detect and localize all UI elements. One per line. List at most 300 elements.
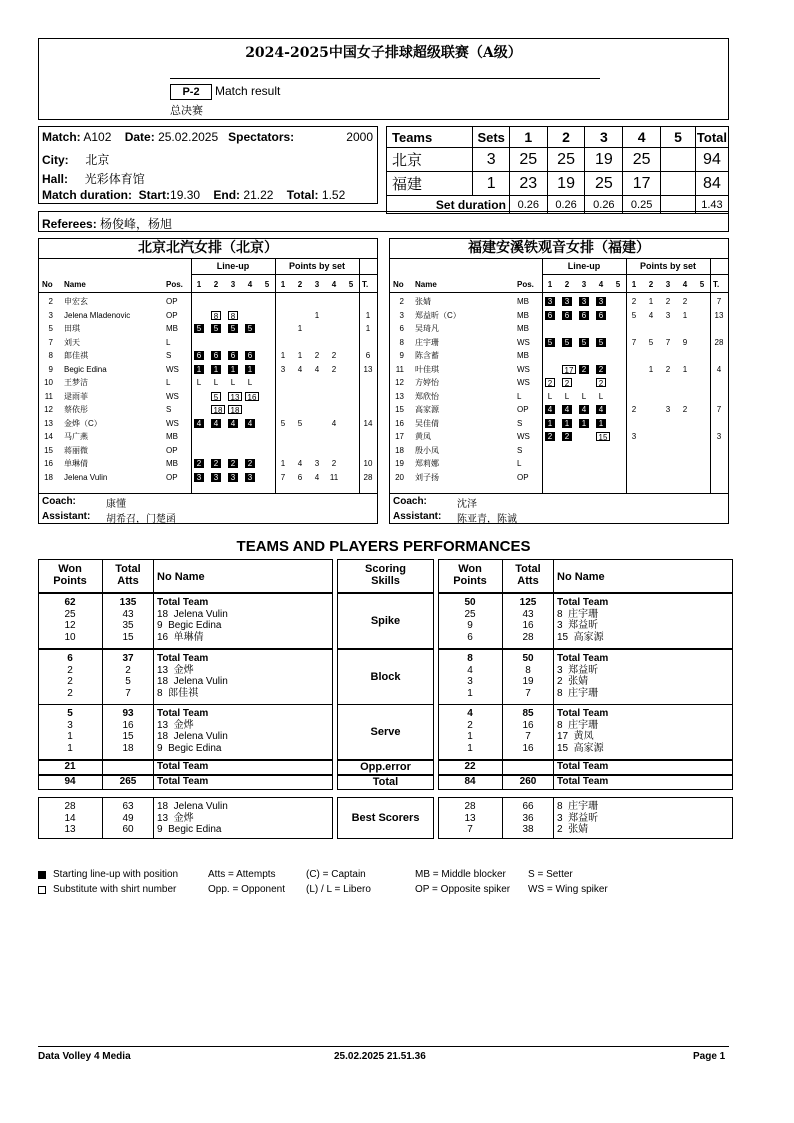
hall-label: Hall: (42, 172, 69, 186)
player-row (390, 417, 728, 431)
player-no: 7 (48, 337, 53, 347)
perf-name: 8 庄宇珊 (557, 608, 599, 620)
player-row (390, 349, 728, 363)
player-no: 9 (48, 364, 53, 374)
col-name: Name (64, 280, 86, 289)
lineup-cell: 4 (579, 405, 589, 414)
perf-h-won: Won Points (53, 563, 87, 587)
legend-item: WS = Wing spiker (528, 884, 608, 895)
player-name: Jelena Vulin (64, 472, 108, 482)
player-no: 17 (395, 432, 404, 441)
lineup-cell: 6 (211, 351, 221, 360)
player-pos: MB (517, 324, 529, 333)
perf-div (153, 649, 154, 705)
coach-rule (39, 493, 377, 494)
player-no: 19 (395, 459, 404, 468)
points-label: Points by set (639, 261, 696, 271)
player-no: 11 (44, 391, 53, 401)
points-cell: 3 (665, 405, 671, 414)
perf-div (553, 760, 554, 775)
perf-atts: 18 (122, 742, 134, 754)
points-cell: 5 (297, 418, 303, 428)
perf-div (553, 704, 554, 760)
score-team1: 北京 (387, 148, 473, 172)
lineup-cell: 3 (596, 297, 606, 306)
referees-label: Referees: (42, 217, 97, 231)
perf-atts: 8 (525, 664, 531, 676)
player-pos: MB (166, 432, 178, 441)
perf-name: 3 郑益昕 (557, 812, 599, 824)
score-h-5: 5 (661, 127, 696, 148)
header-box (38, 38, 729, 120)
perf-name: Total Team (157, 653, 209, 664)
perf-atts: 37 (122, 653, 134, 664)
player-total: 10 (363, 459, 373, 468)
player-name: 庄宇珊 (415, 337, 439, 347)
points-cell: 1 (648, 364, 654, 374)
lineup-cell: L (598, 391, 604, 401)
start-label: Start: (138, 188, 171, 202)
score-h-1: 1 (509, 127, 547, 148)
perf-skill: Total (372, 776, 399, 788)
perf-div (553, 649, 554, 705)
player-no: 14 (44, 432, 53, 441)
points-set-num: 5 (348, 280, 354, 289)
player-row (390, 390, 728, 404)
perf-div (153, 775, 154, 790)
score-box (386, 126, 729, 212)
perf-div (502, 593, 503, 649)
points-cell: 2 (682, 297, 688, 306)
lineup-cell: 5 (545, 338, 555, 347)
perf-skill: Serve (370, 726, 401, 738)
lineup-cell: 8 (211, 311, 221, 320)
lineup-cell: 6 (545, 311, 555, 320)
perf-name: Total Team (157, 708, 209, 719)
player-total: 13 (714, 310, 724, 320)
score-team2-total: 84 (695, 172, 728, 196)
player-name: 田琪 (64, 324, 80, 333)
duration-line (42, 188, 345, 202)
perf-name: 8 郎佳祺 (157, 687, 199, 699)
perf-atts: 50 (522, 653, 534, 664)
player-row (39, 403, 377, 417)
score-team2-s1: 23 (509, 172, 547, 196)
perf-atts: 85 (522, 708, 534, 719)
perf-atts: 49 (122, 812, 134, 824)
lineup-cell: 2 (228, 459, 238, 468)
player-name: 吴琦凡 (415, 324, 439, 333)
col-no: No (393, 280, 404, 289)
lineup-set-num: 4 (598, 280, 604, 289)
score-team1-sets: 3 (473, 148, 509, 172)
player-pos: WS (166, 418, 179, 428)
points-cell: 1 (280, 459, 286, 468)
perf-atts: 43 (522, 608, 534, 620)
lineup-set-num: 5 (615, 280, 621, 289)
player-no: 16 (395, 418, 404, 428)
lineup-cell: 2 (596, 365, 606, 374)
set-duration-3: 0.26 (585, 196, 623, 214)
perf-name: 18 Jelena Vulin (157, 676, 228, 687)
page-title: 2024-2025中国女子排球超级联赛（A级） (245, 45, 522, 61)
perf-hdr-div (502, 559, 503, 593)
player-name: 金烨（C） (64, 418, 102, 428)
player-no: 13 (44, 418, 53, 428)
lineup-set-num: 1 (547, 280, 553, 289)
perf-name: 13 金烨 (157, 664, 194, 676)
assistant: 陈亚青，陈诚 (457, 514, 517, 525)
team-panel-away (389, 238, 729, 524)
perf-area (38, 559, 733, 839)
lineup-cell: 2 (245, 459, 255, 468)
perf-won: 4 (467, 708, 473, 719)
perf-won: 1 (467, 731, 473, 742)
assistant-label: Assistant: (393, 511, 442, 522)
player-no: 3 (48, 310, 53, 320)
points-cell: 2 (331, 351, 337, 360)
score-team1-s4: 25 (623, 148, 661, 172)
lineup-cell: 1 (194, 365, 204, 374)
player-pos: WS (166, 364, 179, 374)
perf-name: Total Team (557, 653, 609, 664)
lineup-cell: 2 (596, 378, 606, 387)
perf-atts: 15 (122, 731, 134, 742)
lineup-set-num: 4 (247, 280, 253, 289)
perf-name: 9 Begic Edina (157, 742, 222, 754)
perf-h-won: Won Points (453, 563, 487, 587)
perf-div (153, 704, 154, 760)
player-pos: WS (166, 391, 179, 401)
coach-label: Coach: (42, 496, 76, 507)
perf-name: Total Team (557, 708, 609, 719)
points-cell: 3 (665, 310, 671, 320)
player-name: 张婧 (415, 297, 431, 306)
player-row (390, 309, 728, 323)
perf-atts: 43 (122, 608, 134, 620)
date-label: Date: (124, 130, 155, 144)
score-team2-s3: 25 (585, 172, 623, 196)
assistant: 胡希召，门楚函 (106, 514, 176, 525)
perf-atts: 7 (125, 687, 131, 699)
player-row (390, 471, 728, 485)
player-no: 15 (44, 445, 53, 455)
perf-won: 13 (464, 812, 476, 824)
perf-name: 18 Jelena Vulin (157, 731, 228, 742)
points-cell: 2 (331, 364, 337, 374)
coach: 沈泽 (457, 499, 477, 510)
perf-won: 5 (67, 708, 73, 719)
referees-names: 杨俊峰，杨旭 (100, 217, 173, 231)
player-total: 3 (716, 432, 722, 441)
points-set-num: 1 (631, 280, 637, 289)
perf-atts: 260 (519, 776, 537, 787)
perf-name: 16 单琳倩 (157, 631, 204, 643)
header-rule (390, 292, 728, 293)
footer-rule (38, 1046, 729, 1047)
points-cell: 2 (631, 405, 637, 414)
player-total: 14 (363, 418, 373, 428)
lineup-cell: 4 (596, 405, 606, 414)
player-pos: S (517, 445, 523, 455)
player-pos: OP (166, 297, 178, 306)
player-row (390, 295, 728, 309)
lineup-cell: L (213, 378, 219, 387)
player-pos: OP (166, 310, 178, 320)
perf-hdr-div (102, 559, 103, 593)
player-name: 申宏玄 (64, 297, 88, 306)
lineup-cell: 2 (562, 432, 572, 441)
perf-name: 15 高家源 (557, 631, 604, 643)
player-pos: L (517, 391, 522, 401)
player-pos: WS (517, 432, 530, 441)
perf-won: 12 (64, 620, 76, 631)
lineup-cell: 1 (562, 419, 572, 428)
lineup-cell: L (230, 378, 236, 387)
lineup-cell: 2 (579, 365, 589, 374)
perf-name: Total Team (157, 597, 209, 608)
lineup-cell: 18 (211, 405, 225, 414)
perf-atts: 28 (522, 631, 534, 643)
score-row-team1 (387, 148, 729, 172)
player-total: 6 (365, 351, 371, 360)
footer-left: Data Volley 4 Media (38, 1051, 131, 1062)
lineup-cell: 3 (228, 473, 238, 482)
player-no: 5 (48, 324, 53, 333)
lineup-cell: 5 (245, 324, 255, 333)
lineup-cell: 5 (194, 324, 204, 333)
team-name: 福建安溪铁观音女排（福建） (390, 240, 728, 259)
lineup-cell: 4 (545, 405, 555, 414)
player-no: 11 (395, 364, 404, 374)
points-cell: 4 (297, 459, 303, 468)
lineup-cell: 2 (545, 432, 555, 441)
player-name: 吴佳倩 (415, 418, 439, 428)
player-total: 28 (714, 337, 724, 347)
lineup-cell: 4 (194, 419, 204, 428)
lineup-cell: 16 (245, 392, 259, 401)
perf-name: 3 郑益昕 (557, 664, 599, 676)
lineup-cell: 5 (211, 324, 221, 333)
legend-item: Opp. = Opponent (208, 884, 286, 895)
player-name: 郑益昕（C） (415, 310, 461, 320)
score-h-total: Total (695, 127, 728, 148)
perf-won: 8 (467, 653, 473, 664)
points-cell: 2 (665, 364, 671, 374)
points-set-num: 4 (331, 280, 337, 289)
player-row (39, 430, 377, 444)
perf-won: 1 (467, 687, 473, 699)
perf-atts: 66 (522, 801, 534, 812)
points-cell: 5 (648, 337, 654, 347)
lineup-cell: 6 (228, 351, 238, 360)
lineup-label: Line-up (216, 261, 250, 271)
perf-won: 25 (464, 608, 476, 620)
lineup-cell: 8 (228, 311, 238, 320)
score-table (386, 126, 729, 214)
perf-won: 9 (467, 620, 473, 631)
legend-item: OP = Opposite spiker (415, 884, 511, 895)
player-row (39, 309, 377, 323)
legend-item: Substitute with shirt number (53, 884, 177, 895)
player-name: 叶佳琪 (415, 364, 439, 374)
points-cell: 5 (631, 310, 637, 320)
lineup-cell: 2 (545, 378, 555, 387)
perf-div (502, 649, 503, 705)
perf-atts: 19 (522, 676, 534, 687)
lineup-cell: 17 (562, 365, 576, 374)
perf-atts: 135 (119, 597, 137, 608)
player-row (390, 444, 728, 458)
perf-name: 13 金烨 (157, 812, 194, 824)
lineup-cell: 1 (579, 419, 589, 428)
lineup-cell: 3 (211, 473, 221, 482)
score-row-team2 (387, 172, 729, 196)
player-name: 郎佳祺 (64, 351, 88, 360)
player-no: 18 (44, 472, 53, 482)
perf-name: 9 Begic Edina (157, 620, 222, 631)
perf-name: 8 庄宇珊 (557, 687, 599, 699)
points-set-num: 3 (314, 280, 320, 289)
perf-won: 4 (467, 664, 473, 676)
legend-sub-square-icon (38, 886, 46, 894)
perf-h-noname: No Name (157, 571, 205, 583)
player-name: 郑欣怡 (415, 391, 439, 401)
perf-div (153, 760, 154, 775)
points-set-num: 2 (648, 280, 654, 289)
player-row (390, 403, 728, 417)
perf-won: 14 (64, 812, 76, 824)
lineup-cell: 5 (562, 338, 572, 347)
lineup-cell: 4 (228, 419, 238, 428)
player-name: 单琳倩 (64, 459, 88, 468)
player-pos: MB (166, 324, 178, 333)
player-no: 16 (44, 459, 53, 468)
lineup-cell: L (247, 378, 253, 387)
points-cell: 1 (648, 297, 654, 306)
lineup-cell: 3 (245, 473, 255, 482)
player-total: 28 (363, 472, 373, 482)
perf-name: Total Team (157, 776, 209, 787)
points-cell: 6 (297, 472, 303, 482)
points-cell: 1 (297, 351, 303, 360)
player-name: 逯雨菲 (64, 391, 88, 401)
lineup-cell: 5 (211, 392, 221, 401)
col-total: T. (713, 280, 720, 289)
player-row (39, 390, 377, 404)
perf-atts: 2 (125, 664, 131, 676)
player-pos: WS (517, 378, 530, 387)
points-cell: 1 (314, 310, 320, 320)
perf-h-noname: No Name (557, 571, 605, 583)
perf-name: 13 金烨 (157, 719, 194, 731)
player-row (39, 295, 377, 309)
total-label: Total: (286, 188, 319, 202)
set-duration-total: 1.43 (695, 196, 728, 214)
player-no: 9 (399, 351, 404, 360)
points-cell: 2 (314, 351, 320, 360)
hall: 光彩体育馆 (84, 172, 145, 186)
player-no: 3 (399, 310, 404, 320)
end-label: End: (213, 188, 241, 202)
perf-atts: 5 (125, 676, 131, 687)
lineup-cell: 6 (562, 311, 572, 320)
subheader-rule (542, 274, 728, 275)
score-team2-s2: 19 (547, 172, 585, 196)
score-team2-sets: 1 (473, 172, 509, 196)
perf-atts: 15 (122, 631, 134, 643)
perf-name: 15 高家源 (557, 742, 604, 754)
hall-line (42, 170, 145, 187)
player-no: 8 (399, 337, 404, 347)
player-row (39, 417, 377, 431)
match-line (42, 130, 294, 144)
points-label: Points by set (288, 261, 345, 271)
perf-won: 21 (64, 761, 76, 772)
player-no: 12 (395, 378, 404, 387)
perf-atts: 93 (122, 708, 134, 719)
player-row (390, 457, 728, 471)
player-no: 2 (48, 297, 53, 306)
player-row (39, 322, 377, 336)
doc-type: Match result (215, 84, 281, 98)
end-time: 21.22 (243, 188, 274, 202)
perf-atts: 36 (522, 812, 534, 824)
subheader-rule (191, 274, 377, 275)
perf-div (102, 797, 103, 839)
referees-line (42, 215, 172, 232)
points-cell: 3 (314, 459, 320, 468)
col-pos: Pos. (517, 280, 534, 289)
lineup-cell: 4 (211, 419, 221, 428)
player-name: 黄凤 (415, 432, 431, 441)
legend-item: (L) / L = Libero (306, 884, 371, 895)
lineup-cell: 2 (562, 378, 572, 387)
perf-name: Total Team (157, 761, 209, 772)
player-row (39, 336, 377, 350)
perf-won: 62 (64, 597, 76, 608)
perf-div (102, 704, 103, 760)
legend-item: (C) = Captain (306, 869, 366, 880)
perf-div (102, 593, 103, 649)
lineup-cell: 1 (545, 419, 555, 428)
player-row (39, 363, 377, 377)
player-row (39, 457, 377, 471)
perf-atts: 16 (522, 742, 534, 754)
perf-won: 2 (67, 676, 73, 687)
player-no: 12 (44, 405, 53, 414)
points-set-num: 4 (682, 280, 688, 289)
player-pos: S (166, 405, 172, 414)
perf-atts: 35 (122, 620, 134, 631)
player-pos: OP (166, 472, 178, 482)
lineup-cell: 13 (228, 392, 242, 401)
header-rule (170, 78, 600, 79)
player-no: 20 (395, 472, 404, 482)
player-name: 郑莉娜 (415, 459, 439, 468)
perf-skill: Opp.error (360, 761, 411, 773)
points-cell: 4 (297, 364, 303, 374)
player-no: 18 (395, 445, 404, 455)
player-total: 1 (365, 324, 371, 333)
player-row (390, 336, 728, 350)
player-pos: MB (517, 310, 529, 320)
lineup-cell: 6 (596, 311, 606, 320)
perf-won: 7 (467, 824, 473, 835)
lineup-cell: L (547, 391, 553, 401)
phase: 总决赛 (170, 105, 203, 117)
perf-h-atts: Total Atts (115, 563, 141, 587)
